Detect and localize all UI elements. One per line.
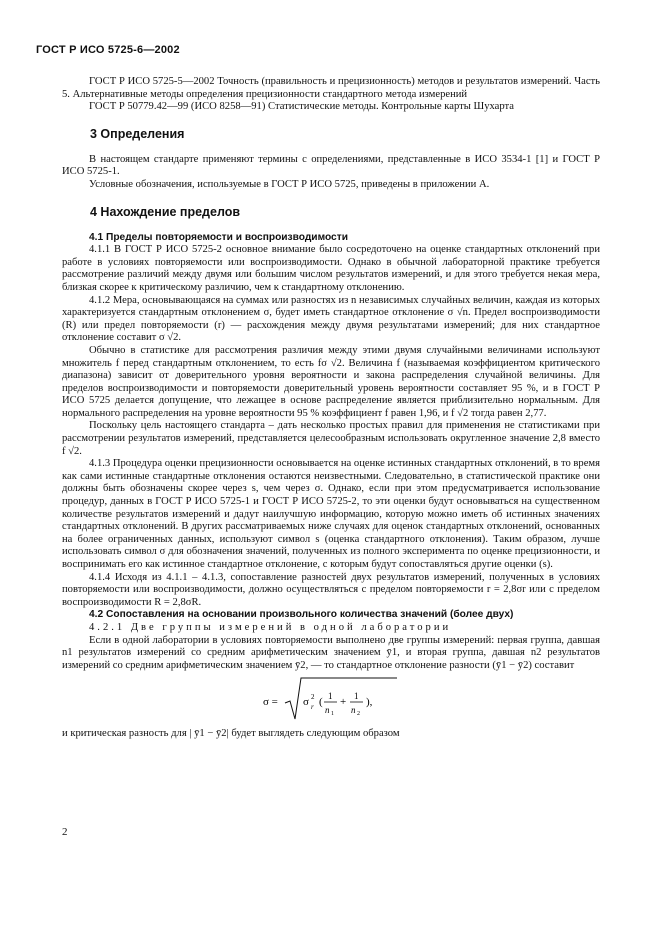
document-body xyxy=(62,76,600,741)
subsubsection-heading: 4.2.1 Две группы измерений в одной лаборатории xyxy=(89,621,452,633)
reference-item: ГОСТ Р ИСО 5725-5—2002 Точность (правильность и прецизионность) методов и результатов измерений. Часть 5. Альтернативные методы определения прецизионности стандартного метода измерений xyxy=(62,76,600,100)
svg-text:n: n xyxy=(325,705,330,716)
paragraph: В настоящем стандарте применяют термины с определениями, представленные в ИСО 3534-1 [1] и ГОСТ Р ИСО 5725-1. xyxy=(62,153,600,178)
document-header: ГОСТ Р ИСО 5725-6—2002 xyxy=(36,44,180,56)
svg-text:σ: σ xyxy=(303,696,309,709)
svg-text:1: 1 xyxy=(354,691,359,702)
paragraph: Условные обозначения, используемые в ГОСТ Р ИСО 5725, приведены в приложении А. xyxy=(89,178,490,190)
paragraph: 4.1.3 Процедура оценки прецизионности основывается на оценке истинных стандартных отклонений, в то время как сами истинные стандартные отклонения остаются неизвестными. Следовательно, в статистической практике они должны быть обозначены скорее через s, чем через σ. Однако, если при этом предусматривается использование процедур, данных в ГОСТ Р ИСО 5725-1 и ГОСТ Р ИСО 5725-2, то эти оценки будут основываться на существенном количестве результатов измерений и дадут наилучшую информацию, которую можно иметь об истинных значениях стандартных отклонений. В других рассматриваемых ниже случаях для оценок стандартных отклонений, основанных на более ограниченных данных, используют символ s (оценка стандартного отклонения). Таким образом, лучше использовать символ σ для обозначения значений, полученных из полного эксперимента по оценке прецизионности, и воспринимать его как истинное стандартное отклонение, с которым будут сопоставляться другие оценки (s). xyxy=(62,458,600,570)
subsection-heading: 4.1 Пределы повторяемости и воспроизводимости xyxy=(89,231,348,243)
svg-text:1: 1 xyxy=(328,691,333,702)
svg-text:(: ( xyxy=(319,696,323,709)
subsection-heading: 4.2 Сопоставления на основании произвольного количества значений (более двух) xyxy=(89,609,514,621)
paragraph: Поскольку цель настоящего стандарта – дать несколько простых правил для применения не статистиками при рассмотрении результатов измерений, представляется целесообразным использовать округленное значение 2,8 вместо f √2. xyxy=(62,420,600,457)
svg-text:r: r xyxy=(311,703,314,712)
paragraph: 4.1.1 В ГОСТ Р ИСО 5725-2 основное внимание было сосредоточено на оценке стандартных отклонений при работе в условиях повторяемости или воспроизводимости. Однако в обычной лабораторной практике требуется рассмотрение различий между двумя или большим числом результатов измерений, и для этого требуется некая мера, близкая скорее к критическому различию, чем к стандартному отклонению. xyxy=(62,244,600,293)
svg-text:2: 2 xyxy=(311,693,315,702)
reference-item: ГОСТ Р 50779.42—99 (ИСО 8258—91) Статистические методы. Контрольные карты Шухарта xyxy=(89,101,514,113)
svg-text:n: n xyxy=(351,705,356,716)
page-number: 2 xyxy=(62,826,68,838)
paragraph: и критическая разность для | ȳ1 − ȳ2| будет выглядеть следующим образом xyxy=(62,728,400,740)
section-heading: 4 Нахождение пределов xyxy=(90,204,241,219)
section-heading: 3 Определения xyxy=(90,126,185,141)
paragraph: 4.1.4 Исходя из 4.1.1 – 4.1.3, сопоставление разностей двух результатов измерений, полученных в условиях повторяемости или воспроизводимости, должно осуществляться с пределом повторяемости r = 2,8σr или с пределом воспроизводимости R = 2,8σR. xyxy=(62,571,600,608)
paragraph: Если в одной лаборатории в условиях повторяемости выполнено две группы измерений: первая группа, давшая n1 результатов измерений со средним арифметическим значением ȳ1, и вторая группа, давшая n2 результатов измерений со средним арифметическим значением ȳ2, — то стандартное отклонение разности (ȳ1 − ȳ2) составит xyxy=(62,634,600,671)
formula xyxy=(62,674,600,726)
paragraph: Обычно в статистике для рассмотрения различия между этими двумя случайными величинами используют множитель f перед стандартным отклонением, то есть fσ √2. Величина f (называемая коэффициентом критического диапазона) зависит от доверительного уровня вероятности и закона распределения случайной величины. Для пределов воспроизводимости и повторяемости доверительный уровень вероятности составляет 95 %, и в ГОСТ Р ИСО 5725 делается допущение, что лежащее в основе распределение является приблизительно нормальным. Для нормального распределения на уровне вероятности 95 % коэффициент f равен 1,96, и f √2 тогда равен 2,77. xyxy=(62,344,600,419)
formula-graphic xyxy=(261,675,401,725)
svg-text:σ =: σ = xyxy=(263,696,278,709)
paragraph: 4.1.2 Мера, основывающаяся на суммах или разностях из n независимых случайных величин, каждая из которых характеризуется стандартным отклонением σ, будет иметь стандартное отклонение σ √n. Предел воспроизводимости (R) или предел повторяемости (r) — расхождения между двумя результатами измерений; для них стандартное отклонение составит σ √2. xyxy=(62,294,600,344)
svg-text:),: ), xyxy=(366,696,373,709)
svg-text:+: + xyxy=(340,696,347,709)
svg-text:1: 1 xyxy=(331,711,334,718)
svg-text:2: 2 xyxy=(357,711,360,718)
